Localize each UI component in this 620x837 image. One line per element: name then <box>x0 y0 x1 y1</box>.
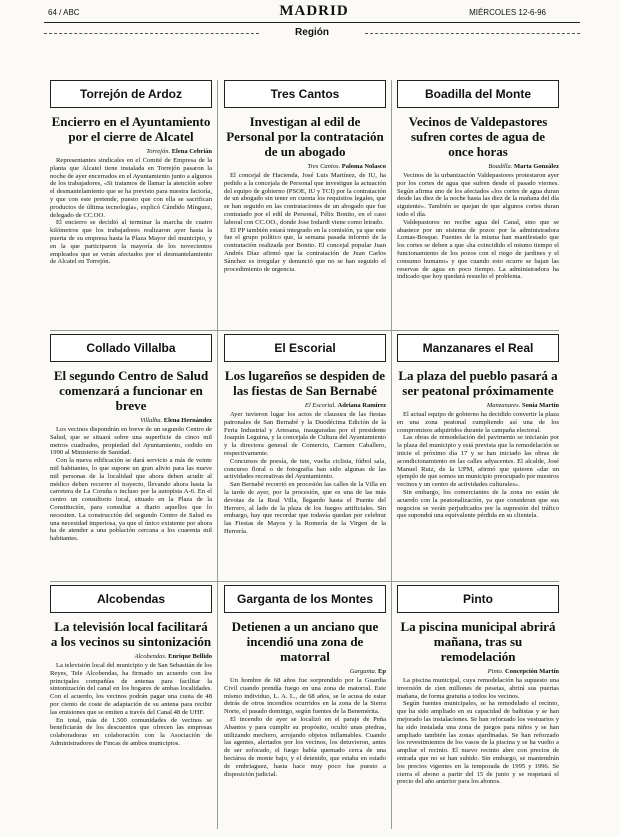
subsection-title: Región <box>295 27 329 38</box>
headline: La plaza del pueblo pasará a ser peatonal próximamente <box>398 368 558 398</box>
article-body: Los vecinos dispondrán en breve de un segundo Centro de Salud, que se situará sobre una superficie de cinco mil metros cuadrados, propiedad del Ayuntamiento, cedido en 1990 al Ministerio de Sanidad. Con la nueva edificación se dará servicio a más de veinte mil habitantes, lo que supone un gran alivio para las nueve mil personas de la localidad que ahora deben acudir al médico deben recorrer el trayecto, llevando ahora hasta la carretera de La Coruña o incluso por la autopista A-6. En el centro un consultorio local, situado en la Plaza de la Constitución, para consultar a diario aquellos que lo necesiten. La construcción del segundo Centro de Salud es una necesidad imperiosa, ya que el único existente por ahora ha de atender a una población cercana a los cuarenta mil habitantes. <box>50 426 212 543</box>
byline: Torrejón. Elena Cebrián <box>146 148 212 155</box>
article-boadilla <box>397 80 559 325</box>
article-body: La piscina municipal, cuya remodelación ha supuesto una inversión de cien millones de pesetas, abrirá sus puertas mañana, de forma gratuita a todos los vecinos. Según fuentes municipales, se ha remodelado el recinto, que ha sido ampliado en su capacidad de bañistas y se han mejorado las instalaciones. Se han reforzado los vestuarios y ha sido instalada una zona de juegos para niños y se han ampliado también las zonas ajardinadas. Se han reforzado los revestimientos de los vasos de la piscina y se ha vuelto a ampliar el recinto. El nuevo recinto abre con precios de entrada que no se han subido. Sin embargo, se mantendrán los precios vigentes en la temporada de 1995 y 1996. Se cierra el abono a partir del 15 de junio y se respetará el precio del año anterior para los abonos. <box>397 677 559 786</box>
article-alcobendas <box>50 585 212 830</box>
headline: Detienen a un anciano que incendió una zona de matorral <box>231 619 379 664</box>
byline: Villalba. Elena Hernández <box>140 417 212 424</box>
row-divider <box>50 330 559 331</box>
article-el-escorial <box>224 334 386 576</box>
locality-box: El Escorial <box>224 334 386 362</box>
headline: Investigan al edil de Personal por la contratación de un abogado <box>226 114 384 159</box>
locality-box: Torrejón de Ardoz <box>50 80 212 108</box>
article-body: Vecinos de la urbanización Valdepastores protestaron ayer por los cortes de agua que sufren desde el pasado viernes. Según afirma uno de los afectados «los cortes de agua duran desde las diez de la noche hasta las diez de la mañana del día siguiente». También se quejan de que algunos cortes duran todo el día. Valdepastores no recibe agua del Canal, sino que se abastece por un sistema de pozos por la administradora Lomas-Bosque. Fuentes de la misma han manifestado que los cortes se deben a que «ha coincidido el mismo tiempo el funcionamiento de los pozos con el riego de jardines y el consumo humano» y que cuando esto ocurre se bajan las reservas de agua en poco tiempo. La administradora ha indicado que hoy quedará resuelto el problema. <box>397 172 559 281</box>
section-title: MADRID <box>279 3 349 19</box>
locality-box: Boadilla del Monte <box>397 80 559 108</box>
top-rule <box>44 22 580 23</box>
article-pinto <box>397 585 559 830</box>
article-garganta <box>224 585 386 830</box>
locality-box: Tres Cantos <box>224 80 386 108</box>
article-body: La televisión local del municipio y de San Sebastián de los Reyes, Tele Alcobendas, ha firmado un acuerdo con los principales compañías de antenas para facilitar la sintonización del canal en los hogares de ambas localidades. Con el acuerdo, los vecinos podrán pagar una cuota de 48 por ciento de coste de adaptación de su antena para recibir las emisiones que se emiten a través del Canal 48 de UHF. En total, más de 1.500 comunidades de vecinos se beneficiarán de los descuentos que ofrecen las empresas colaboradoras en colaboración con la Asociación de Administradores de Fincas de ambos municipios. <box>50 662 212 747</box>
headline: Vecinos de Valdepastores sufren cortes de agua de once horas <box>408 114 548 159</box>
byline: Pinto. Concepción Martín <box>487 668 559 675</box>
article-body: Un hombre de 68 años fue sorprendido por la Guardia Civil cuando prendía fuego en una zona de matorral. Este mismo individuo, L. A. L., de 68 años, se le acusa de estar detrás de otros incendios ocurridos en la zona de la Sierra Norte, el pasado domingo, según fuentes de la Benemérita. El incendio de ayer se localizó en el paraje de Peña Abantos y para cumplir su propósito, ocultó unas piedras, utilizando mechero, arrojando objetos inflamables. Cuando las agentes, alertados por los vecinos, los detuvieron, antes de ser sofocado, el fuego había quemado cerca de una hectárea de monte bajo, y el detenido, que estaba en estado de embriaguez, hasta hace muy poco fue puesto a disposición judicial. <box>224 677 386 778</box>
headline: Encierro en el Ayuntamiento por el cierre de Alcatel <box>51 114 211 144</box>
article-body: Representantes sindicales en el Comité de Empresa de la planta que Alcatel tiene instalada en Torrejón pasaron la noche de ayer encerrados en el Ayuntamiento junto a algunos de los trabajadores, «Si tratamos de llamar la atención sobre el desmantelamiento que se ha previsto para nuestra factoría, y que con este pretende, puesto que con ella se sacrifican productos de última tecnología», explicó Cándido Mínguez, delegado de CC.OO. El encierro se decidió al terminar la marcha de cuatro kilómetros que los trabajadores realizaron ayer hasta la puerta de su empresa hasta la Plaza Mayor del municipio, y en la que participaron la mayoría de los novecientos empleados que se verán afectados por el desmantelamiento de Alcatel en Torrejón. <box>50 157 212 266</box>
byline: Alcobendas. Enrique Bellido <box>134 653 212 660</box>
article-tres-cantos <box>224 80 386 325</box>
byline: Boadilla. Marta González <box>488 163 559 170</box>
issue-date: MIÉRCOLES 12-6-96 <box>469 8 546 17</box>
article-body: Ayer tuvieron lugar los actos de clausura de las fiestas patronales de San Bernabé y la Duodécima Edición de la Feria Industrial y Artesana, inauguradas por el presidente Joaquín Leguina, y la concejala de Cultura del Ayuntamiento y la directora general de Comercio, Carmen Caballero, respectivamente. Concursos de poesía, de tute, vuelta ciclista, fútbol sala, concurso floral o de fotografía han sido algunas de las actividades recreativas del Ayuntamiento. San Bernabé recorrió en procesión las calles de la Villa en la tarde de ayer, por la procesión, que es una de las más devotas de la Real Villa, llegando hasta el Puente del Herrero, al lado de la plaza de los fuegos artificiales. Sin embargo, hay que recordar que todavía quedan por celebrar las Fiestas de Mayos y la Romería de la Virgen de la Herrería. <box>224 411 386 535</box>
locality-box: Manzanares el Real <box>397 334 559 362</box>
article-torrejon <box>50 80 212 325</box>
column-divider <box>391 80 392 829</box>
byline: Garganta. Ep <box>349 668 386 675</box>
article-collado-villalba <box>50 334 212 576</box>
headline: La piscina municipal abrirá mañana, tras su remodelación <box>400 619 556 664</box>
column-divider <box>217 80 218 829</box>
article-manzanares <box>397 334 559 576</box>
locality-box: Collado Villalba <box>50 334 212 362</box>
headline: Los lugareños se despiden de las fiestas de San Bernabé <box>224 368 386 398</box>
subsection-bar <box>44 27 580 39</box>
headline: El segundo Centro de Salud comenzará a funcionar en breve <box>53 368 209 413</box>
locality-box: Alcobendas <box>50 585 212 613</box>
headline: La televisión local facilitará a los vecinos su sintonización <box>50 619 212 649</box>
locality-box: Garganta de los Montes <box>224 585 386 613</box>
article-body: El actual equipo de gobierno ha decidido convertir la plaza en una zona peatonal cumpliendo así una de los compromisos adquiridos durante la campaña electoral. Las obras de remodelación del pavimento se iniciarán por la plaza del municipio y está prevista que la remodelación se inicie el próximo día 17 y se han iniciado las obras de acondicionamiento en las calles adyacentes. El alcalde, José Manuel Ruiz, de la UPM, afirmó que quieren «dar un ejemplo de que somos un municipio preocupado por nuestros vecinos y un centro de actividades culturales». Sin embargo, los comerciantes de la zona no están de acuerdo con la peatonalización, ya que consideran que sus negocios se verán perjudicados por la supresión del tráfico que supondrá una equivalente pérdida en su clientela. <box>397 411 559 520</box>
byline: Tres Cantos. Paloma Nolasco <box>307 163 386 170</box>
article-body: El concejal de Hacienda, José Luis Martínez, de IU, ha pedido a la concejala de Personal que investigue la actuación del equipo de gobierno (PSOE, IU y TCI) por la contratación de un abogado sin tener en cuenta los requisitos legales, que se han seguido en las contrataciones de un abogado que fue contratado por el edil de Personal, Félix Bonito, en el caso laboral con CC.OO., donde Jose Iodardi viene como letrado. El PP también estará integrado en la comisión, ya que este fue el grupo político que, la semana pasada informó de la contratación realizada por Bonito. El concejal popular Juan Andrés Díaz afirmó que la contratación de Juan Carlos Sánchez es irregular y denunció que no se han seguido el procedimiento de urgencia. <box>224 172 386 273</box>
locality-box: Pinto <box>397 585 559 613</box>
page-number: 64 / ABC <box>48 8 80 17</box>
byline: Manzanares. Sonia Martín <box>486 402 559 409</box>
byline: El Escorial. Adriana Ramírez <box>304 402 386 409</box>
dashed-rule-right <box>365 33 580 34</box>
